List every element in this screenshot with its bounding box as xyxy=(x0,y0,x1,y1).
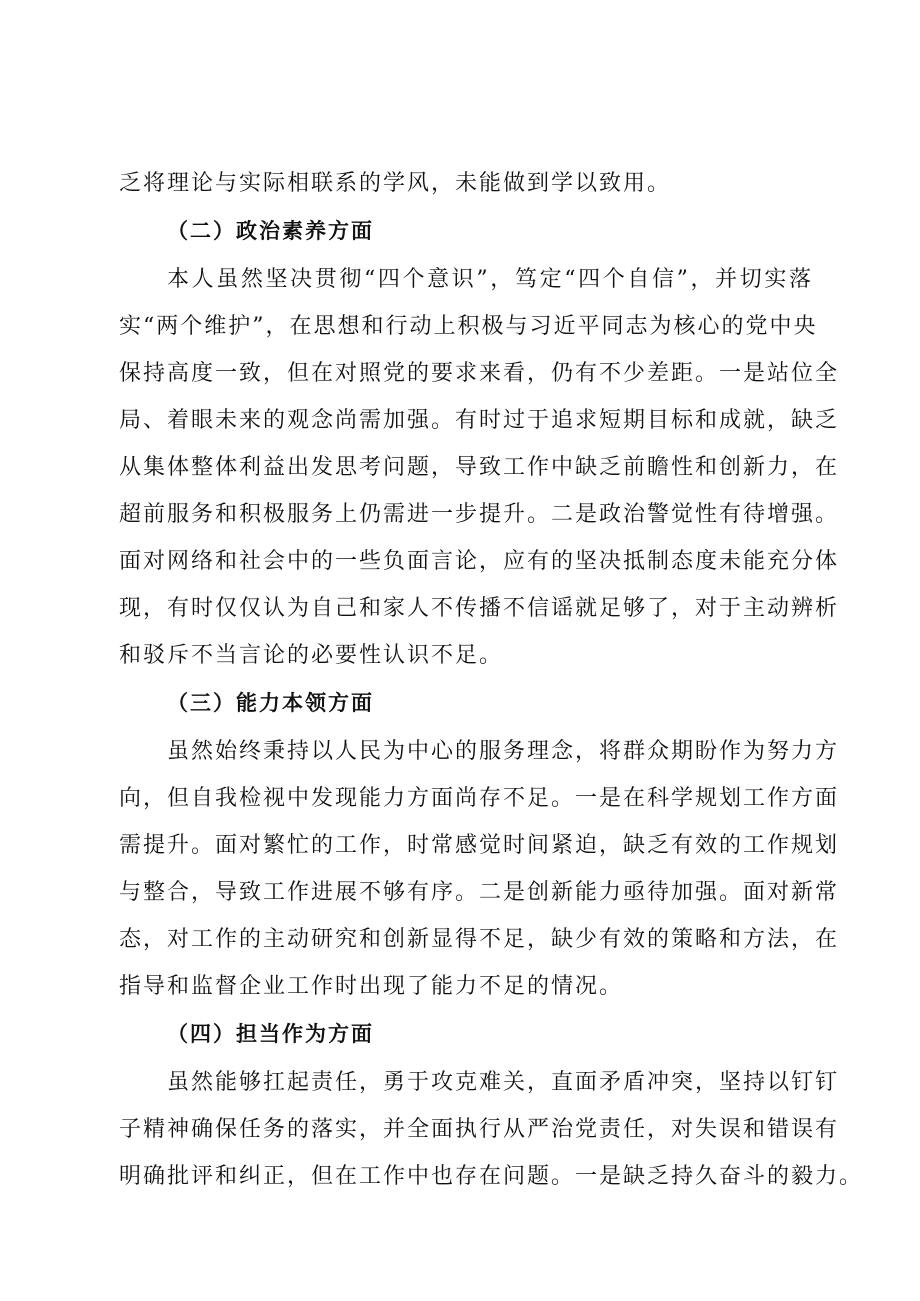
paragraph-line: 超前服务和积极服务上仍需进一步提升。二是政治警觉性有待增强。 xyxy=(119,502,840,527)
paragraph-line: 需提升。面对繁忙的工作，时常感觉时间紧迫，缺乏有效的工作规划 xyxy=(119,833,840,858)
paragraph-line: 态，对工作的主动研究和创新显得不足，缺少有效的策略和方法，在 xyxy=(119,927,840,952)
paragraph-line: 局、着眼未来的观念尚需加强。有时过于追求短期目标和成就，缺乏 xyxy=(119,408,840,433)
section-heading-ability: （三）能力本领方面 xyxy=(167,691,374,715)
paragraph-line: 指导和监督企业工作时出现了能力不足的情况。 xyxy=(119,974,624,999)
paragraph-line: 从集体整体利益出发思考问题，导致工作中缺乏前瞻性和创新力，在 xyxy=(119,455,840,480)
paragraph-line: 向，但自我检视中发现能力方面尚存不足。一是在科学规划工作方面 xyxy=(119,786,840,811)
paragraph-line: 乏将理论与实际相联系的学风，未能做到学以致用。 xyxy=(119,171,672,196)
paragraph-line: 与整合，导致工作进展不够有序。二是创新能力亟待加强。面对新常 xyxy=(119,880,840,905)
paragraph-line: 实“两个维护”，在思想和行动上积极与习近平同志为核心的党中央 xyxy=(119,314,818,339)
section-heading-responsibility: （四）担当作为方面 xyxy=(167,1022,374,1046)
paragraph-line: 本人虽然坚决贯彻“四个意识”，笃定“四个自信”，并切实落 xyxy=(167,267,813,292)
paragraph-line: 子精神确保任务的落实，并全面执行从严治党责任，对失误和错误有 xyxy=(119,1117,840,1142)
paragraph-line: 虽然能够扛起责任，勇于攻克难关，直面矛盾冲突，坚持以钉钉 xyxy=(167,1070,840,1095)
paragraph-line: 和驳斥不当言论的必要性认识不足。 xyxy=(119,643,504,668)
paragraph-line: 明确批评和纠正，但在工作中也存在问题。一是缺乏持久奋斗的毅力。 xyxy=(119,1164,864,1189)
paragraph-line: 现，有时仅仅认为自己和家人不传播不信谣就足够了，对于主动辨析 xyxy=(119,596,840,621)
paragraph-line: 保持高度一致，但在对照党的要求来看，仍有不少差距。一是站位全 xyxy=(119,361,840,386)
paragraph-line: 面对网络和社会中的一些负面言论，应有的坚决抵制态度未能充分体 xyxy=(119,549,840,574)
document-body xyxy=(119,160,864,1200)
paragraph-line: 虽然始终秉持以人民为中心的服务理念，将群众期盼作为努力方 xyxy=(167,739,840,764)
section-heading-political: （二）政治素养方面 xyxy=(167,219,374,243)
